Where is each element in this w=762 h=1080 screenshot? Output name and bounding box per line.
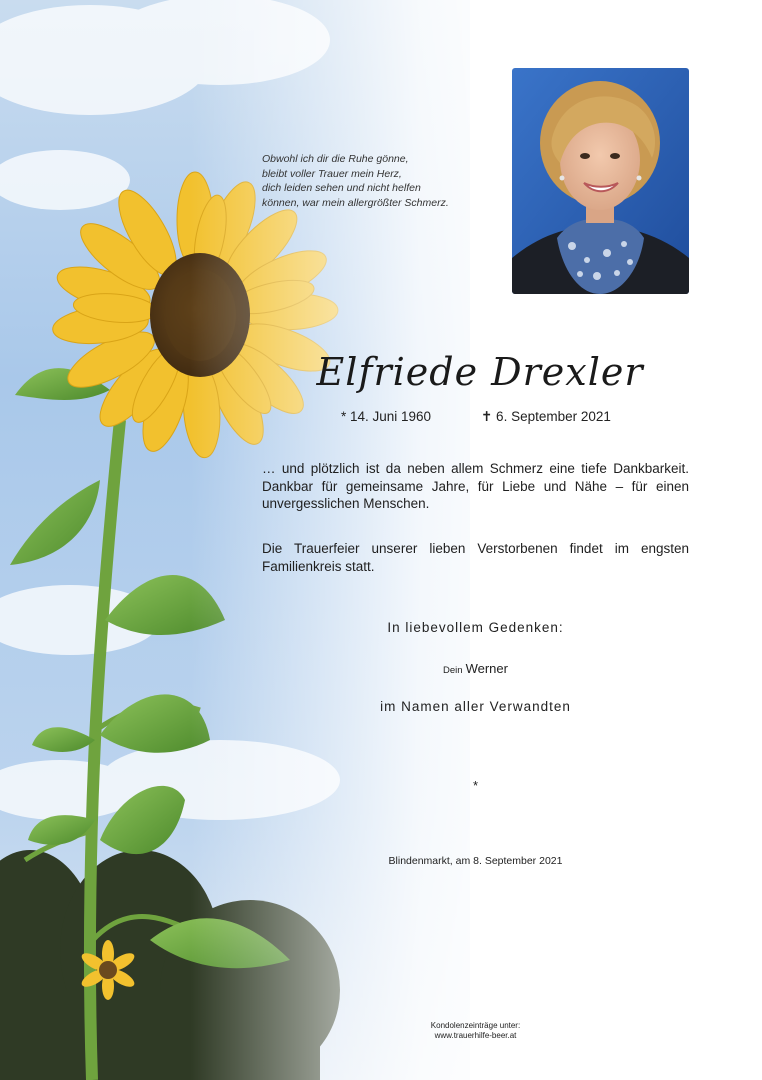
separator-asterisk: * bbox=[472, 778, 479, 793]
poem-line: bleibt voller Trauer mein Herz, bbox=[262, 167, 402, 180]
signer-prefix: Dein bbox=[443, 665, 463, 676]
memorial-poem bbox=[262, 152, 502, 210]
death-date: ✝ 6. September 2021 bbox=[481, 409, 611, 424]
poem-line: Obwohl ich dir die Ruhe gönne, bbox=[262, 153, 409, 165]
poem-line: dich leiden sehen und nicht helfen bbox=[262, 182, 421, 194]
deceased-name: Elfriede Drexler bbox=[316, 350, 644, 394]
funeral-notice-paragraph: Die Trauerfeier unserer lieben Verstorbenen findet im engsten Familienkreis statt. bbox=[262, 541, 689, 574]
poem-line: können, war mein allergrößter Schmerz. bbox=[262, 196, 449, 209]
condolence-footer bbox=[262, 1021, 689, 1041]
signer-name: Werner bbox=[465, 661, 508, 676]
condolence-label: Kondolenzeinträge unter: bbox=[430, 1021, 521, 1030]
gratitude-paragraph: … und plötzlich ist da neben allem Schmerz eine tiefe Dankbarkeit. Dankbar für gemeinsame Jahre, für Liebe und Nähe – für einen unvergesslichen Menschen. bbox=[262, 461, 689, 511]
condolence-url[interactable]: www.trauerhilfe-beer.at bbox=[434, 1031, 517, 1040]
portrait-photo bbox=[512, 68, 689, 294]
signer-line bbox=[262, 661, 689, 676]
relatives-line: im Namen aller Verwandten bbox=[380, 699, 571, 714]
memorial-greeting: In liebevollem Gedenken: bbox=[387, 620, 564, 635]
place-and-date: Blindenmarkt, am 8. September 2021 bbox=[388, 855, 563, 867]
birth-date: * 14. Juni 1960 bbox=[341, 409, 432, 424]
